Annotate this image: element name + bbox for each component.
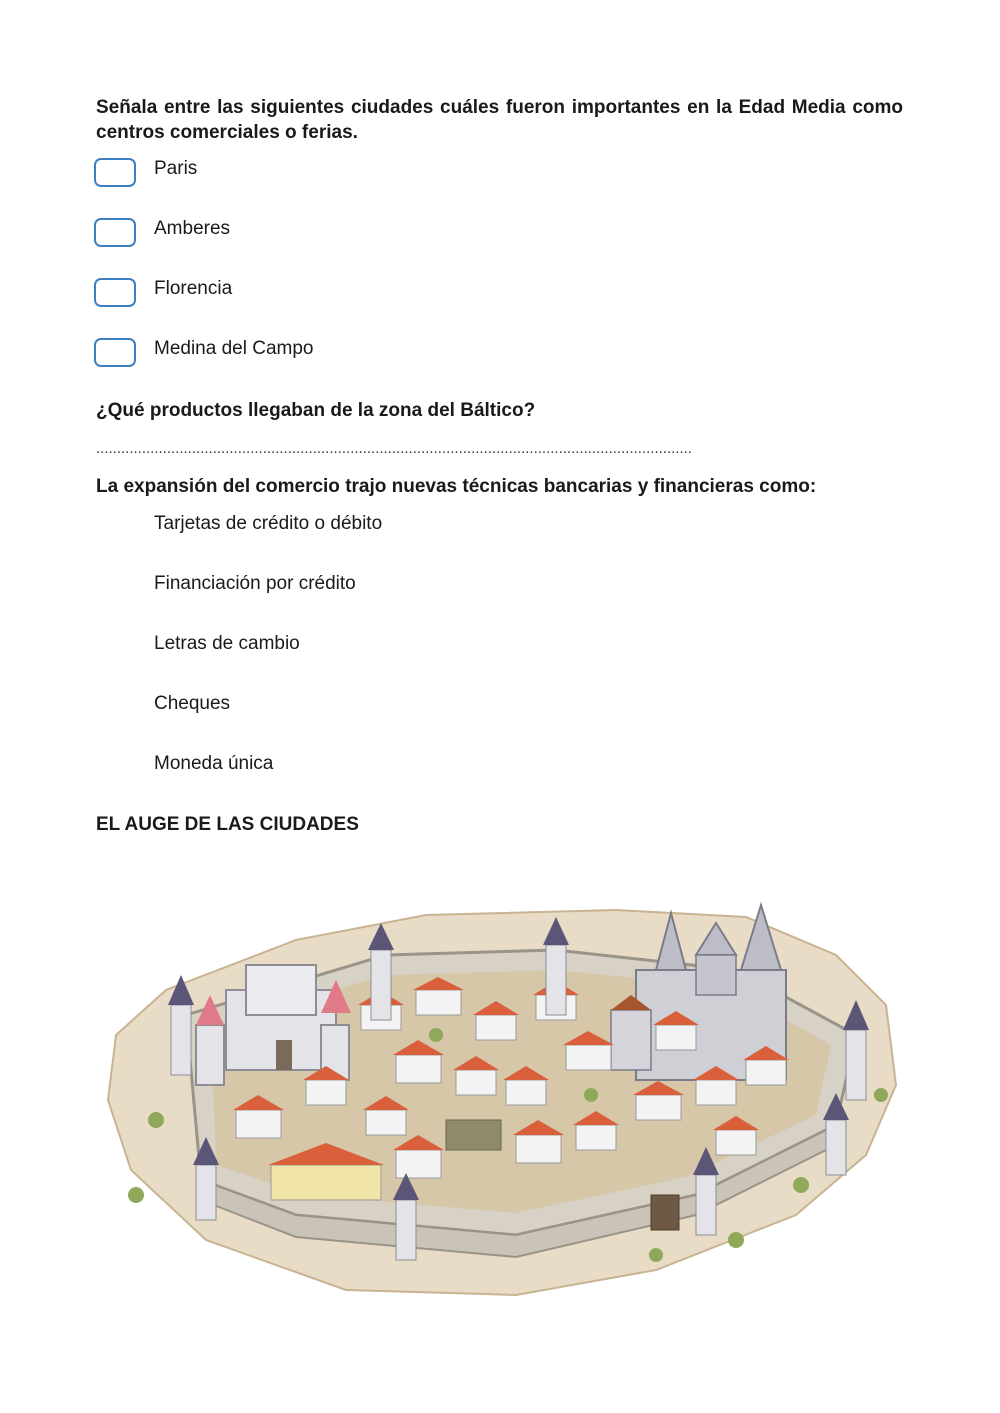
checkbox-florencia[interactable]: [94, 278, 136, 307]
option-row-amberes: [94, 218, 694, 252]
option-row-florencia: [94, 278, 694, 312]
checkbox-medina-del-campo[interactable]: [94, 338, 136, 367]
question-1-title: Señala entre las siguientes ciudades cuáles fueron importantes en la Edad Media como centros comerciales o ferias.: [96, 97, 903, 143]
option-label-amberes: Amberes: [154, 218, 231, 239]
option-row-medina: [94, 338, 694, 372]
section-title: EL AUGE DE LAS CIUDADES: [96, 814, 359, 835]
option-label-paris: Paris: [154, 158, 198, 179]
medieval-city-illustration: [96, 895, 906, 1315]
option-cheques[interactable]: Cheques: [154, 693, 231, 714]
option-moneda-unica[interactable]: Moneda única: [154, 753, 274, 774]
option-row-paris: [94, 158, 694, 192]
answer-field-baltico[interactable]: ...............................................................................................................................................: [96, 440, 692, 457]
question-2-title: ¿Qué productos llegaban de la zona del Báltico?: [96, 400, 536, 421]
city-gate: [651, 1195, 679, 1230]
option-label-florencia: Florencia: [154, 278, 233, 299]
option-tarjetas[interactable]: Tarjetas de crédito o débito: [154, 513, 383, 534]
question-3-title: La expansión del comercio trajo nuevas técnicas bancarias y financieras como:: [96, 476, 817, 497]
checkbox-amberes[interactable]: [94, 218, 136, 247]
option-letras-de-cambio[interactable]: Letras de cambio: [154, 633, 300, 654]
option-financiacion[interactable]: Financiación por crédito: [154, 573, 356, 594]
market-square: [446, 1120, 501, 1150]
option-label-medina-del-campo: Medina del Campo: [154, 338, 314, 359]
checkbox-paris[interactable]: [94, 158, 136, 187]
